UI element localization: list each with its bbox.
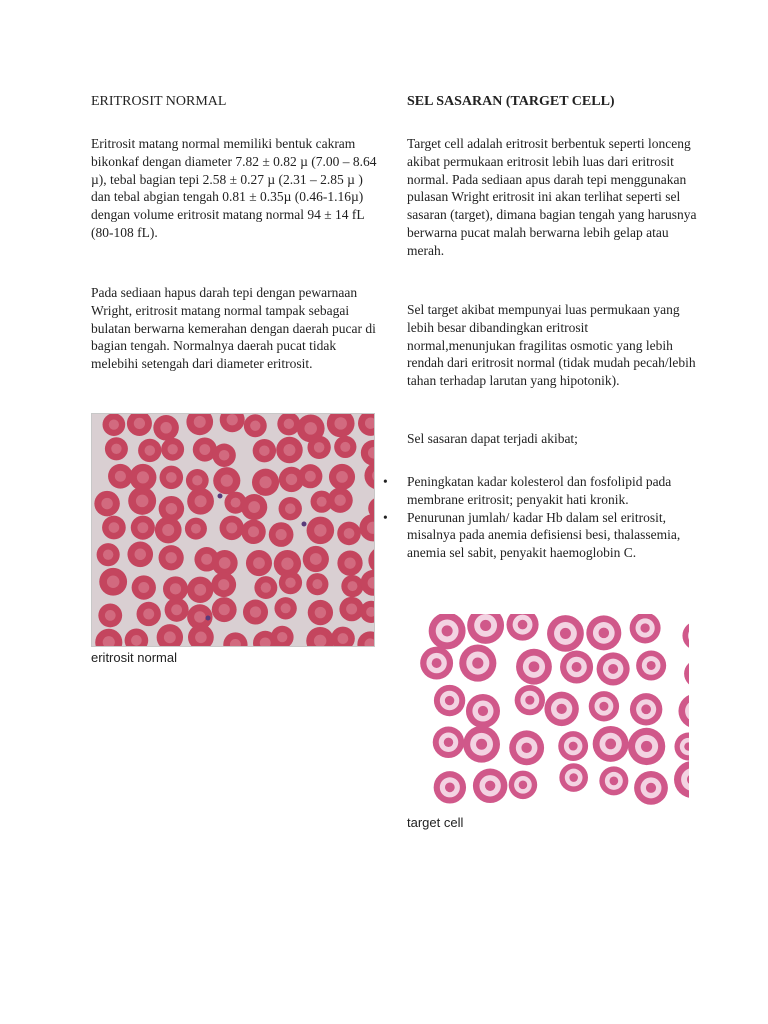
center-dot-shape <box>599 628 609 638</box>
bullet-icon: • <box>383 474 388 489</box>
pallor-shape <box>166 472 177 483</box>
paragraph-target-3: Sel sasaran dapat terjadi akibat; <box>407 431 578 446</box>
pallor-shape <box>314 442 325 453</box>
center-dot-shape <box>480 620 491 631</box>
pallor-shape <box>170 583 181 594</box>
pallor-shape <box>137 522 148 533</box>
pallor-shape <box>160 422 171 433</box>
center-dot-shape <box>641 704 651 714</box>
center-dot-shape <box>519 781 528 790</box>
center-dot-shape <box>432 658 442 668</box>
center-dot-shape <box>569 773 578 782</box>
pallor-shape <box>284 419 294 429</box>
pallor-shape <box>285 577 295 587</box>
pallor-shape <box>304 422 317 435</box>
pallor-shape <box>253 557 265 569</box>
pallor-shape <box>191 524 201 534</box>
bullet-icon: • <box>383 509 388 525</box>
pallor-shape <box>312 579 322 589</box>
pallor-shape <box>248 501 260 513</box>
center-dot-shape <box>608 664 618 674</box>
pallor-shape <box>137 471 149 483</box>
pallor-shape <box>277 632 287 642</box>
platelet-shape <box>206 616 211 621</box>
caption-normal: eritrosit normal <box>91 650 177 665</box>
center-dot-shape <box>647 661 656 670</box>
pallor-shape <box>250 421 260 431</box>
pallor-shape <box>248 526 259 537</box>
pallor-shape <box>138 582 149 593</box>
pallor-shape <box>103 549 113 559</box>
paragraph-normal-1: Eritrosit matang normal memiliki bentuk cakram bikonkaf dengan diameter 7.82 ± 0.82 µ (7.00 – 8.64 µ), tebal bagian tepi 2.58 ± 0.27 µ (2.31 – 2.85 µ ) dan tebal abgian tengah 0.81 ± 0.35µ (0.46-1.16µ) dengan volume eritrosit matang normal 94 ± 14 fL (80-108 fL). <box>91 136 377 240</box>
pallor-shape <box>199 444 210 455</box>
platelet-shape <box>302 522 307 527</box>
pallor-shape <box>334 495 345 506</box>
pallor-shape <box>171 604 182 615</box>
pallor-shape <box>250 606 261 617</box>
pallor-shape <box>107 575 120 588</box>
pallor-shape <box>336 471 348 483</box>
pallor-shape <box>168 444 178 454</box>
pallor-shape <box>281 603 291 613</box>
list-item-text: Peningkatan kadar kolesterol dan fosfolipid pada membrane eritrosit; penyakit hati kronik. <box>407 474 672 507</box>
center-dot-shape <box>529 661 540 672</box>
pallor-shape <box>219 450 230 461</box>
section-heading-normal: ERITROSIT NORMAL <box>91 94 227 109</box>
pallor-shape <box>337 633 348 644</box>
normal-erythrocyte-image <box>91 413 375 647</box>
pallor-shape <box>259 445 270 456</box>
pallor-shape <box>221 475 233 487</box>
pallor-shape <box>201 554 212 565</box>
caption-target: target cell <box>407 815 464 830</box>
pallor-shape <box>281 558 293 570</box>
pallor-shape <box>194 611 205 622</box>
pallor-shape <box>310 553 322 565</box>
center-dot-shape <box>556 704 566 714</box>
section-heading-target: SEL SASARAN (TARGET CELL) <box>407 94 615 109</box>
list-item-text: Penurunan jumlah/ kadar Hb dalam sel eritrosit, misalnya pada anemia defisiensi besi, thalassemia, anemia sel sabit, penyakit haemoglobin C. <box>407 509 681 561</box>
pallor-shape <box>347 581 357 591</box>
center-dot-shape <box>572 662 582 672</box>
pallor-shape <box>231 498 241 508</box>
paragraph-normal-2: Pada sediaan hapus darah tepi dengan pewarnaan Wright, eritrosit matang normal tampak sebagai bulatan berwarna kemerahan dengan daerah pucar di bagian tengah. Normalnya daerah pucat tidak melebihi setengah dari diameter eritrosit. <box>91 285 376 372</box>
center-dot-shape <box>560 628 571 639</box>
pallor-shape <box>101 498 112 509</box>
pallor-shape <box>346 604 357 615</box>
pallor-shape <box>164 631 176 643</box>
pallor-shape <box>218 579 229 590</box>
pallor-shape <box>334 417 346 429</box>
pallor-shape <box>165 552 176 563</box>
pallor-shape <box>261 582 271 592</box>
pallor-shape <box>115 471 126 482</box>
center-dot-shape <box>641 741 652 752</box>
pallor-shape <box>195 495 207 507</box>
center-dot-shape <box>599 702 608 711</box>
paragraph-target-1: Target cell adalah eritrosit berbentuk seperti lonceng akibat permukaan eritrosit lebih luas dari eritrosit normal. Pada sediaan apus darah tepi menggunakan pulasan Wright eritrosit ini akan terlihat seperti sel sasaran (target), dimana bagian tengah yang harusnya berwarna pucat malah berwarna lebih gelap atau merah. <box>407 136 697 258</box>
pallor-shape <box>134 549 146 561</box>
pallor-shape <box>259 476 271 488</box>
pallor-shape <box>109 522 120 533</box>
center-dot-shape <box>442 625 453 636</box>
list-item <box>383 509 697 562</box>
pallor-shape <box>276 529 287 540</box>
pallor-shape <box>109 420 119 430</box>
center-dot-shape <box>609 777 618 786</box>
center-dot-shape <box>525 696 534 705</box>
pallor-shape <box>305 471 316 482</box>
center-dot-shape <box>521 743 531 753</box>
pallor-shape <box>227 414 238 425</box>
pallor-shape <box>131 635 142 646</box>
pallor-shape <box>226 522 237 533</box>
pallor-shape <box>134 418 145 429</box>
pallor-shape <box>286 474 297 485</box>
center-dot-shape <box>476 739 487 750</box>
causes-list <box>383 473 697 562</box>
pallor-shape <box>192 475 202 485</box>
pallor-shape <box>219 604 230 615</box>
pallor-shape <box>143 609 154 620</box>
pallor-shape <box>317 497 327 507</box>
pallor-shape <box>111 444 121 454</box>
center-dot-shape <box>472 658 483 669</box>
pallor-shape <box>162 524 174 536</box>
platelet-shape <box>218 494 223 499</box>
center-dot-shape <box>518 620 528 630</box>
pallor-shape <box>105 610 116 621</box>
pallor-shape <box>283 444 295 456</box>
center-dot-shape <box>445 782 455 792</box>
center-dot-shape <box>605 739 616 750</box>
pallor-shape <box>219 557 231 569</box>
paragraph-target-2: Sel target akibat mempunyai luas permukaan yang lebih besar dibandingkan eritrosit normal,menunjukan fragilitas osmotic yang lebih rendah dari eritrosit normal (tidak mudah pecah/lebih tahan terhadap larutan yang hipotonik). <box>407 302 696 389</box>
center-dot-shape <box>478 706 488 716</box>
pallor-shape <box>340 442 350 452</box>
pallor-shape <box>344 557 355 568</box>
pallor-shape <box>344 528 355 539</box>
pallor-shape <box>194 584 206 596</box>
pallor-shape <box>194 416 206 428</box>
center-dot-shape <box>445 696 454 705</box>
pallor-shape <box>315 607 326 618</box>
center-dot-shape <box>646 783 656 793</box>
pallor-shape <box>166 503 177 514</box>
center-dot-shape <box>640 623 649 632</box>
center-dot-shape <box>569 742 578 751</box>
center-dot-shape <box>485 781 495 791</box>
pallor-shape <box>136 495 149 508</box>
pallor-shape <box>285 503 296 514</box>
pallor-shape <box>145 445 156 456</box>
list-item <box>383 473 697 509</box>
pallor-shape <box>195 632 207 644</box>
center-dot-shape <box>444 738 453 747</box>
target-cell-image <box>407 614 689 810</box>
pallor-shape <box>314 524 326 536</box>
